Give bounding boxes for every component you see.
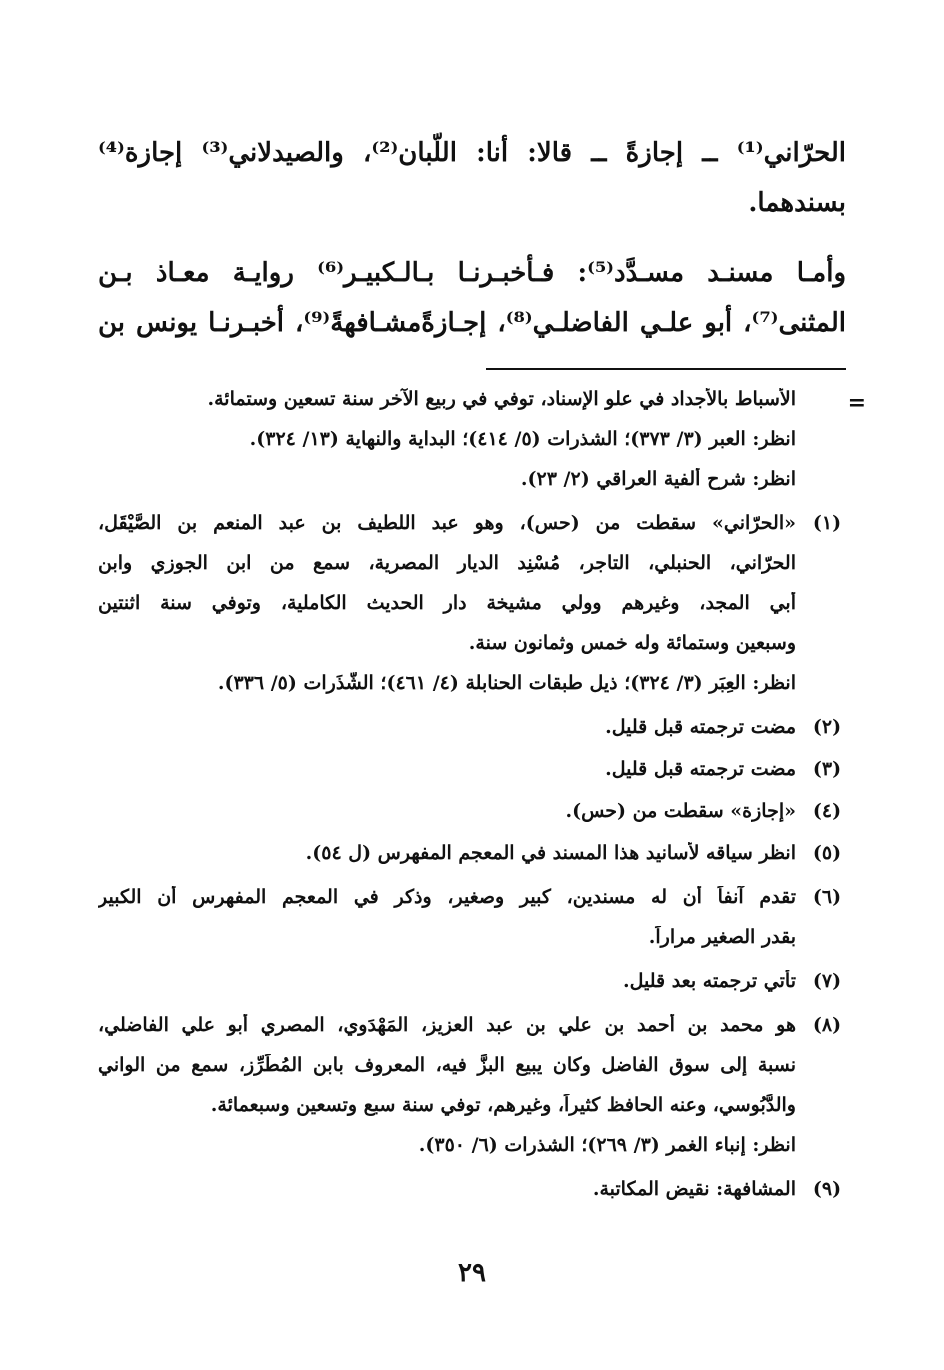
footnote-4: «إجازة» سقطت من (حس). [565,800,796,822]
footnote-continuation-line: انظر: شرح ألفية العراقي (٢/ ٢٣). [520,468,796,490]
main-paragraph-1-line-1: الحرّاني⁽¹⁾ ــ إجازةً ــ قالا: أنا: اللّبان⁽²⁾، والصيدلاني⁽³⁾ إجازة⁽⁴⁾ [98,138,846,168]
footnote-number: (٩) [812,1178,842,1200]
footnote-number: (٥) [812,842,842,864]
main-paragraph-1-line-2: بسندهما. [748,188,846,218]
footnote-number: (٢) [812,716,842,738]
page-number: ٢٩ [458,1258,486,1288]
footnote-6-line: تقدم آنفاً أن له مسندين، كبير وصغير، وذكر في المعجم المفهرس أن الكبير [98,886,796,908]
footnote-2: مضت ترجمته قبل قليل. [605,716,796,738]
footnote-1-line: «الحرّاني» سقطت من (حس)، وهو عبد اللطيف بن عبد المنعم بن الصَّيْقَل، [98,512,796,534]
footnote-number: (٦) [812,886,842,908]
footnote-8-line: نسبة إلى سوق الفاضل وكان يبيع البزَّ فيه، المعروف بابن المُطَرِّز، سمع من الواني [98,1054,796,1076]
footnote-9: المشافهة: نقيض المكاتبة. [592,1178,796,1200]
footnote-continuation-line: انظر: العبر (٣/ ٣٧٣)؛ الشذرات (٥/ ٤١٤)؛ البداية والنهاية (١٣/ ٣٢٤). [249,428,796,450]
footnote-number: (٣) [812,758,842,780]
footnote-8-line: والدَّبُوسي، وعنه الحافظ كثيراً، وغيرهم، توفي سنة سبع وتسعين وسبعمائة. [210,1094,796,1116]
main-paragraph-2-line-2: المثنى⁽⁷⁾، أبو علـي الفاضلـي⁽⁸⁾، إجـازةًمشـافهةً⁽⁹⁾، أخبـرنـا يونس بن [98,308,846,338]
footnote-6-line: بقدر الصغير مراراً. [648,926,796,948]
footnote-number: (٤) [812,800,842,822]
footnote-number: (٨) [812,1014,842,1036]
footnote-number: (١) [812,512,842,534]
footnote-8-line: هو محمد بن أحمد بن علي بن عبد العزيز، المَهْدَوي، المصري أبو علي الفاضلي، [98,1014,796,1036]
footnote-number: (٧) [812,970,842,992]
footnote-8-reference: انظر: إنباء الغمر (٣/ ٢٦٩)؛ الشذرات (٦/ ٣٥٠). [418,1134,796,1156]
footnote-1-line: أبي المجد، وغيرهم وولي مشيخة دار الحديث الكاملية، وتوفي سنة اثنتين [98,592,796,614]
continuation-mark: = [847,390,866,416]
footnote-1-line: وسبعين وستمائة وله خمس وثمانون سنة. [468,632,796,654]
footnote-1-reference: انظر: العِبَر (٣/ ٣٢٤)؛ ذيل طبقات الحنابلة (٤/ ٤٦١)؛ الشَّذَرات (٥/ ٣٣٦). [217,672,796,694]
footnote-5: انظر سياقه لأسانيد هذا المسند في المعجم المفهرس (ل ٥٤). [305,842,796,864]
footnote-divider [486,368,846,370]
footnote-continuation-line: الأسباط بالأجداد في علو الإسناد، توفي في ربيع الآخر سنة تسعين وستمائة. [207,388,796,410]
footnote-1-line: الحرّاني، الحنبلي، التاجر، مُسْنِد الديار المصرية، سمع من ابن الجوزي وابن [98,552,796,574]
footnote-3: مضت ترجمته قبل قليل. [605,758,796,780]
footnote-7: تأتي ترجمته بعد قليل. [622,970,796,992]
main-paragraph-2-line-1: وأمـا مسنـد مسـدَّد⁽⁵⁾: فـأخبـرنـا بـالـكبيـر⁽⁶⁾ روايـة معـاذ بـن [98,258,847,288]
